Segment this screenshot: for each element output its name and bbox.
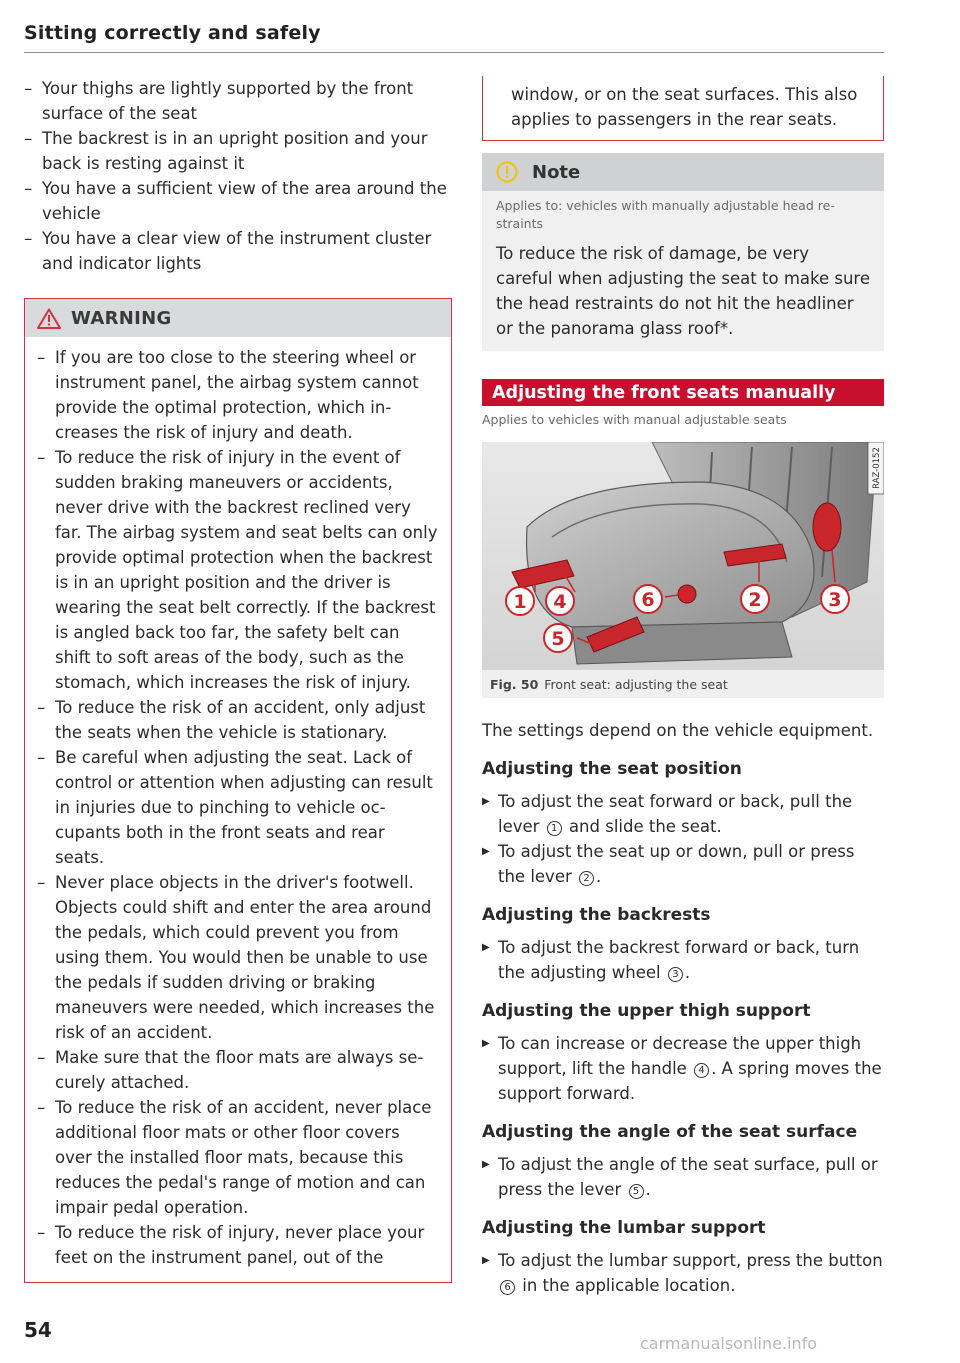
note-title: Note xyxy=(532,161,581,183)
seat-figure xyxy=(482,442,884,670)
right-column xyxy=(482,76,884,1298)
warning-continuation xyxy=(482,76,884,141)
backrests-heading: Adjusting the backrests xyxy=(482,905,711,925)
figure-callout-label: 2 xyxy=(748,589,762,611)
seat-illustration xyxy=(482,442,884,670)
step-text: To adjust the backrest forward or back, turn the adjusting wheel xyxy=(498,938,860,982)
figure-callout-4 xyxy=(546,587,574,615)
list-item xyxy=(482,839,884,889)
left-column xyxy=(24,76,452,1283)
note-text: To reduce the risk of damage, be very careful when adjusting the seat to make sure the head restraints do not hit the headliner or the panorama glass roof*. xyxy=(496,244,870,338)
step-text: . xyxy=(645,1180,651,1199)
seat-angle-steps xyxy=(482,1152,884,1202)
seat-position-steps xyxy=(482,789,884,889)
figure-callout-2 xyxy=(741,585,769,613)
section-applies: Applies to vehicles with manual adjustable seats xyxy=(482,412,787,427)
step-text: and slide the seat. xyxy=(568,817,722,836)
list-item: – You have a sufficient view of the area around the vehicle xyxy=(24,176,452,226)
page-number: 54 xyxy=(24,1318,52,1342)
warning-item: – If you are too close to the steering wheel or instrument panel, the airbag system cannot provide the optimal protection, which increases the risk of injury and death. xyxy=(37,345,439,445)
list-item: – The backrest is in an upright position and your back is resting against it xyxy=(24,126,452,176)
figure-callout-label: 6 xyxy=(641,589,655,611)
figure-caption-label: Fig. 50 xyxy=(490,676,539,692)
list-item xyxy=(482,789,884,839)
step-text: . A spring moves the support forward. xyxy=(498,1059,882,1103)
note-applies: Applies to: vehicles with manually adjustable head restraints xyxy=(496,198,835,231)
warning-item: – To reduce the risk of injury, never place your feet on the instrument panel, out of the xyxy=(37,1220,439,1270)
lumbar-steps xyxy=(482,1248,884,1298)
note-header xyxy=(482,153,884,191)
warning-item: – Never place objects in the driver's footwell. Objects could shift and enter the area around the pedals, which could prevent you from using them. You would then be unable to use the pedals if sudden driving or braking maneuvers were needed, which increases the risk of an accident. xyxy=(37,870,439,1045)
callout-ref: 6 xyxy=(500,1280,515,1295)
list-item xyxy=(482,1248,884,1298)
callout-ref: 4 xyxy=(694,1063,709,1078)
step-text: . xyxy=(684,963,691,982)
warning-title: WARNING xyxy=(71,307,172,329)
warning-triangle-icon xyxy=(37,308,61,329)
warning-box xyxy=(24,298,452,1283)
list-item xyxy=(482,1031,884,1106)
callout-ref: 2 xyxy=(579,871,594,886)
list-item xyxy=(482,1152,884,1202)
intro-paragraph: The settings depend on the vehicle equipment. xyxy=(482,721,874,740)
step-text: To can increase or decrease the upper thigh support, lift the handle xyxy=(498,1034,862,1078)
figure-callout-6 xyxy=(634,585,662,613)
step-text: To adjust the angle of the seat surface, pull or press the lever xyxy=(498,1155,878,1199)
note-box xyxy=(482,153,884,351)
figure-callout-label: 3 xyxy=(828,589,842,611)
step-text: To adjust the lumbar support, press the button xyxy=(498,1251,883,1270)
list-item: – You have a clear view of the instrument cluster and indicator lights xyxy=(24,226,452,276)
step-text: To adjust the seat forward or back, pull the lever xyxy=(498,792,853,836)
callout-ref: 3 xyxy=(668,967,683,982)
figure-code: RAZ-0152 xyxy=(872,447,882,489)
figure-callout-5 xyxy=(544,624,572,652)
warning-item: – To reduce the risk of an accident, only adjust the seats when the vehicle is stationary. xyxy=(37,695,439,745)
header-divider xyxy=(24,52,884,53)
callout-ref: 1 xyxy=(547,821,562,836)
warning-item: – Make sure that the floor mats are always securely attached. xyxy=(37,1045,439,1095)
step-text: in the applicable location. xyxy=(522,1276,736,1295)
warning-list xyxy=(37,345,439,1270)
list-item: – Your thighs are lightly supported by the front surface of the seat xyxy=(24,76,452,126)
thigh-support-steps xyxy=(482,1031,884,1106)
note-body xyxy=(482,191,884,351)
section-heading-bar xyxy=(482,379,884,406)
warning-item: – To reduce the risk of an accident, never place additional floor mats or other floor covers over the installed floor mats, because this reduces the pedal's range of motion and can impair pedal operation. xyxy=(37,1095,439,1220)
figure-callout-1 xyxy=(506,587,534,615)
lumbar-heading: Adjusting the lumbar support xyxy=(482,1218,766,1238)
note-info-icon xyxy=(496,161,518,183)
figure-caption xyxy=(482,670,884,698)
figure-callout-label: 4 xyxy=(553,591,567,613)
warning-continuation-text: window, or on the seat surfaces. This also applies to passengers in the rear seats. xyxy=(511,85,858,129)
warning-item: – To reduce the risk of injury in the event of sudden braking maneuvers or accidents, never drive with the backrest reclined very far. The airbag system and seat belts can only provide optimal protection when the backrest is in an upright position and the driver is wearing the seat belt correctly. If the backrest is angled back too far, the safety belt can shift to soft areas of the body, such as the stomach, which increases the risk of injury. xyxy=(37,445,439,695)
seat-angle-heading: Adjusting the angle of the seat surface xyxy=(482,1122,858,1142)
step-text: . xyxy=(596,867,602,886)
figure-callout-label: 1 xyxy=(513,591,527,613)
figure-callout-label: 5 xyxy=(551,628,565,650)
list-item xyxy=(482,935,884,985)
section-title: Adjusting the front seats manually xyxy=(492,382,836,403)
thigh-support-heading: Adjusting the upper thigh support xyxy=(482,1001,811,1021)
sitting-checklist xyxy=(24,76,452,276)
seat-position-heading: Adjusting the seat position xyxy=(482,759,742,779)
step-text: To adjust the seat up or down, pull or press the lever xyxy=(498,842,855,886)
callout-ref: 5 xyxy=(629,1184,644,1199)
backrests-steps xyxy=(482,935,884,985)
watermark: carmanualsonline.info xyxy=(640,1334,818,1353)
figure-caption-text: Front seat: adjusting the seat xyxy=(544,676,728,692)
header-title: Sitting correctly and safely xyxy=(24,22,321,44)
warning-header xyxy=(25,299,451,337)
figure-callout-3 xyxy=(821,585,849,613)
page-header xyxy=(24,22,884,44)
warning-item: – Be careful when adjusting the seat. Lack of control or attention when adjusting can result in injuries due to pinching to vehicle occupants both in the front seats and rear seats. xyxy=(37,745,439,870)
warning-body xyxy=(25,337,451,1282)
